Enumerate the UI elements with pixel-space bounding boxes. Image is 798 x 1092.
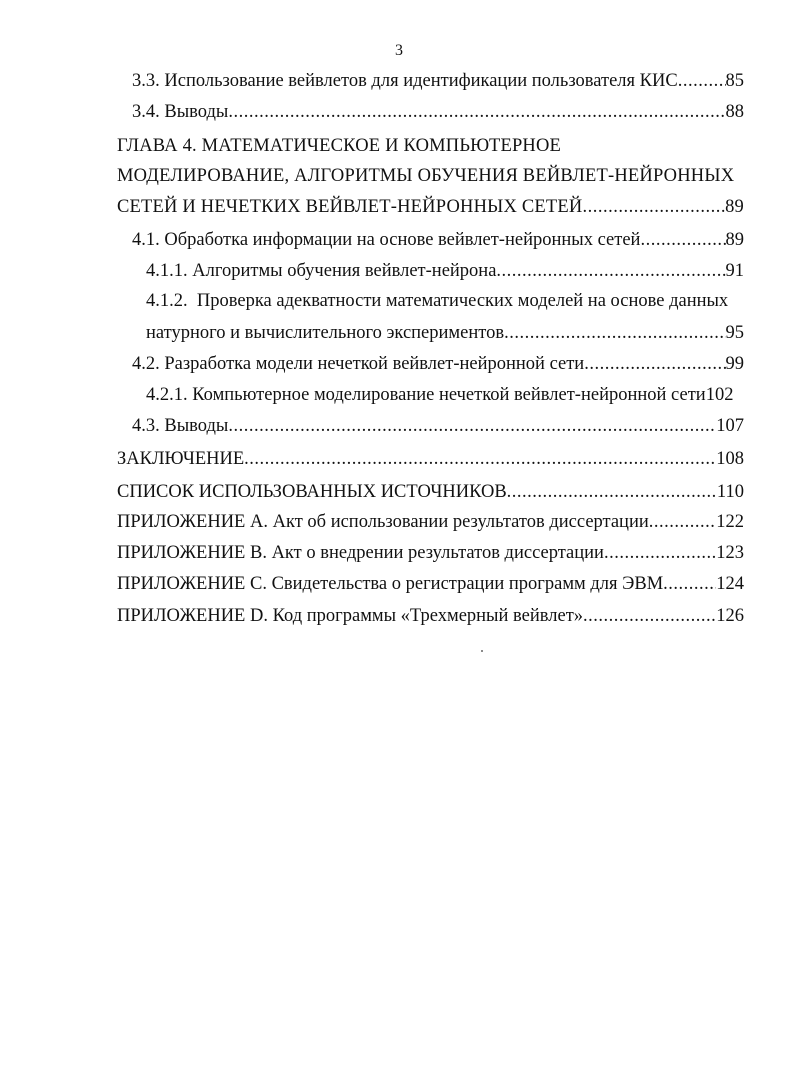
dot-leader [640,225,725,256]
toc-entry-4-1-2-line-1[interactable]: 4.1.2. Проверка адекватности математических моделей на основе данных [146,291,729,311]
dot-leader [582,192,725,223]
toc-entry-page: 108 [716,449,744,469]
toc-entry-title: ПРИЛОЖЕНИЕ В. Акт о внедрении результатов диссертации [117,543,604,563]
toc-entry-title: 3.3. Использование вейвлетов для идентификации пользователя КИС [132,71,678,91]
toc-entry-page: 85 [725,71,744,91]
toc-entry-3-4[interactable] [132,97,744,128]
toc-entry-page: 107 [716,416,744,436]
toc-entry-title: 4.2.1. Компьютерное моделирование нечеткой вейвлет-нейронной сети [146,385,706,405]
toc-entry-references[interactable] [117,477,744,508]
toc-entry-page: 99 [725,354,744,374]
dot-leader [228,411,716,442]
toc-entry-4-2[interactable] [132,349,744,380]
dot-leader [496,256,725,287]
toc-entry-4-3[interactable] [132,411,744,442]
toc-entry-page: 122 [716,512,744,532]
toc-entry-4-1-1[interactable] [146,256,744,287]
toc-entry-title: СПИСОК ИСПОЛЬЗОВАННЫХ ИСТОЧНИКОВ [117,482,507,502]
toc-entry-page: 126 [716,606,744,626]
dot-leader [244,444,716,475]
toc-entry-title: 4.1.1. Алгоритмы обучения вейвлет-нейрона [146,261,497,281]
toc-entry-4-1-2[interactable] [146,318,744,349]
dot-leader [649,507,716,538]
dot-leader [228,97,725,128]
dot-leader [584,349,725,380]
toc-entry-page: 88 [725,102,744,122]
toc-entry-page: 123 [716,543,744,563]
toc-entry-page: 89 [725,230,744,250]
toc-entry-chapter-4[interactable] [117,192,744,223]
chapter-4-heading-line-1[interactable]: ГЛАВА 4. МАТЕМАТИЧЕСКОЕ И КОМПЬЮТЕРНОЕ [117,136,562,156]
toc-entry-title: ПРИЛОЖЕНИЕ С. Свидетельства о регистрации программ для ЭВМ [117,574,664,594]
scan-speck [481,650,483,652]
toc-entry-title: ПРИЛОЖЕНИЕ А. Акт об использовании результатов диссертации [117,512,649,532]
toc-entry-page: 91 [725,261,744,281]
toc-entry-4-2-1[interactable] [146,380,744,411]
toc-entry-page: 102 [705,385,734,405]
toc-entry-appendix-d[interactable] [117,601,744,632]
toc-entry-title: 4.1. Обработка информации на основе вейвлет-нейронных сетей [132,230,641,250]
page-number: 3 [395,42,403,59]
dot-leader [507,477,717,508]
toc-entry-title: ЗАКЛЮЧЕНИЕ [117,449,245,469]
dot-leader [678,66,726,97]
toc-entry-page: 89 [725,197,744,217]
toc-entry-title: СЕТЕЙ И НЕЧЕТКИХ ВЕЙВЛЕТ-НЕЙРОННЫХ СЕТЕЙ [117,197,583,217]
dot-leader [504,318,725,349]
toc-entry-title: 4.3. Выводы [132,416,229,436]
toc-entry-title: ПРИЛОЖЕНИЕ D. Код программы «Трехмерный вейвлет» [117,606,584,626]
chapter-4-heading-line-2[interactable]: МОДЕЛИРОВАНИЕ, АЛГОРИТМЫ ОБУЧЕНИЯ ВЕЙВЛЕТ-НЕЙРОННЫХ [117,166,735,186]
toc-entry-appendix-b[interactable] [117,538,744,569]
toc-entry-title: натурного и вычислительного экспериментов [146,323,505,343]
toc-entry-appendix-a[interactable] [117,507,744,538]
toc-entry-title: 3.4. Выводы [132,102,229,122]
dot-leader [604,538,716,569]
toc-entry-4-1[interactable] [132,225,744,256]
toc-entry-appendix-c[interactable] [117,569,744,600]
toc-entry-page: 124 [716,574,744,594]
toc-entry-3-3[interactable] [132,66,744,97]
toc-entry-title: 4.2. Разработка модели нечеткой вейвлет-нейронной сети [132,354,585,374]
dot-leader [663,569,716,600]
toc-entry-page: 110 [716,482,744,502]
toc-entry-conclusion[interactable] [117,444,744,475]
dot-leader [583,601,716,632]
toc-entry-page: 95 [725,323,744,343]
